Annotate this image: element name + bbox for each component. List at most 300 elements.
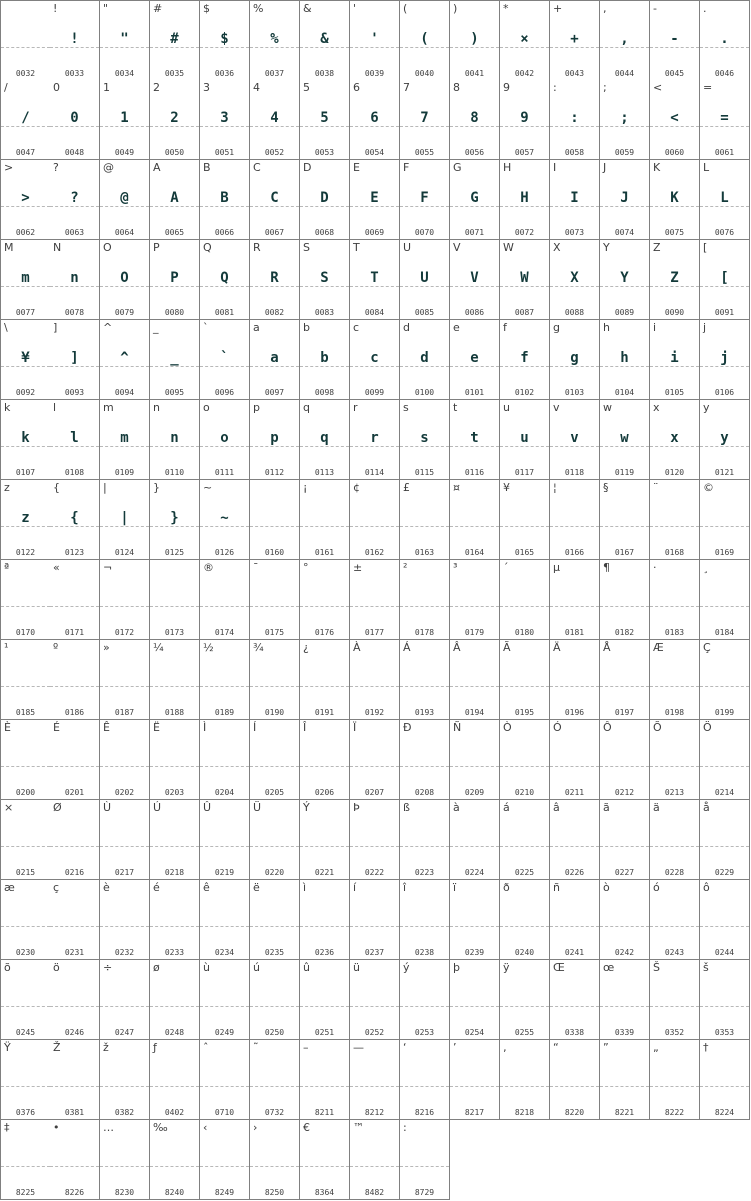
- char-code-label: 0073: [564, 228, 585, 237]
- font-glyph-sample: r: [370, 430, 379, 446]
- glyph-cell: [350, 0, 400, 81]
- reference-character: •: [53, 1121, 60, 1134]
- reference-character: ¼: [153, 641, 164, 654]
- baseline-guide: [450, 606, 499, 607]
- font-glyph-sample: t: [470, 430, 479, 446]
- glyph-cell: [700, 720, 750, 800]
- baseline-guide: [150, 206, 199, 207]
- baseline-guide: [150, 286, 199, 287]
- font-glyph-sample: A: [170, 190, 179, 206]
- baseline-guide: [400, 1166, 449, 1167]
- glyph-cell: [650, 560, 700, 640]
- baseline-guide: [1, 606, 50, 607]
- char-code-label: 0069: [364, 228, 385, 237]
- baseline-guide: [300, 926, 349, 927]
- char-code-label: 0059: [614, 148, 635, 157]
- glyph-cell: [700, 80, 750, 160]
- char-code-label: 0095: [164, 388, 185, 397]
- reference-character: ç: [53, 881, 60, 894]
- baseline-guide: [200, 126, 249, 127]
- char-code-label: 0065: [164, 228, 185, 237]
- baseline-guide: [700, 606, 749, 607]
- char-code-label: 0241: [564, 948, 585, 957]
- glyph-cell: [600, 320, 650, 400]
- reference-character: h: [603, 321, 610, 334]
- char-code-label: 0180: [514, 628, 535, 637]
- reference-character: t: [453, 401, 458, 414]
- font-glyph-sample: 0: [70, 110, 79, 126]
- reference-character: s: [403, 401, 409, 414]
- reference-character: C: [253, 161, 261, 174]
- glyph-cell: [450, 0, 500, 81]
- baseline-guide: [250, 606, 299, 607]
- baseline-guide: [1, 446, 50, 447]
- baseline-guide: [500, 446, 549, 447]
- baseline-guide: [200, 766, 249, 767]
- char-code-label: 0070: [414, 228, 435, 237]
- char-code-label: 0176: [314, 628, 335, 637]
- glyph-cell: [500, 640, 550, 720]
- glyph-cell: [600, 480, 650, 560]
- reference-character: ‡: [4, 1121, 10, 1134]
- glyph-cell: [250, 400, 300, 480]
- char-code-label: 0100: [414, 388, 435, 397]
- glyph-cell: [700, 240, 750, 320]
- reference-character: ¥: [503, 481, 510, 494]
- reference-character: I: [553, 161, 557, 174]
- baseline-guide: [200, 206, 249, 207]
- char-code-label: 0186: [64, 708, 85, 717]
- baseline-guide: [600, 526, 649, 527]
- glyph-cell: [300, 640, 350, 720]
- reference-character: ": [103, 2, 109, 15]
- reference-character: }: [153, 481, 160, 494]
- char-code-label: 0064: [114, 228, 135, 237]
- char-code-label: 0099: [364, 388, 385, 397]
- char-code-label: 0239: [464, 948, 485, 957]
- char-code-label: 0189: [214, 708, 235, 717]
- char-code-label: 0381: [64, 1108, 85, 1117]
- glyph-cell: [600, 800, 650, 880]
- baseline-guide: [200, 47, 249, 48]
- reference-character: ä: [653, 801, 660, 814]
- glyph-cell: [550, 240, 600, 320]
- char-code-label: 0037: [264, 69, 285, 78]
- reference-character: Y: [603, 241, 610, 254]
- char-code-label: 0191: [314, 708, 335, 717]
- font-glyph-sample: =: [720, 110, 729, 126]
- char-code-label: 0114: [364, 468, 385, 477]
- char-code-label: 0094: [114, 388, 135, 397]
- reference-character: e: [453, 321, 460, 334]
- glyph-cell: [0, 560, 51, 640]
- font-glyph-sample: F: [420, 190, 429, 206]
- reference-character: -: [653, 2, 657, 15]
- reference-character: –: [303, 1041, 309, 1054]
- baseline-guide: [200, 446, 249, 447]
- glyph-cell: [0, 160, 51, 240]
- baseline-guide: [250, 1086, 299, 1087]
- glyph-cell: [100, 480, 150, 560]
- baseline-guide: [500, 206, 549, 207]
- reference-character: Þ: [353, 801, 360, 814]
- baseline-guide: [200, 1166, 249, 1167]
- glyph-cell: [250, 880, 300, 960]
- baseline-guide: [100, 1166, 149, 1167]
- glyph-cell: [50, 320, 100, 400]
- glyph-cell: [0, 0, 51, 81]
- baseline-guide: [650, 846, 699, 847]
- font-glyph-sample: g: [570, 350, 579, 366]
- font-glyph-sample: W: [520, 270, 529, 286]
- baseline-guide: [400, 526, 449, 527]
- char-code-label: 0227: [614, 868, 635, 877]
- reference-character: ‹: [203, 1121, 208, 1134]
- reference-character: ô: [703, 881, 710, 894]
- reference-character: v: [553, 401, 560, 414]
- reference-character: Š: [653, 961, 660, 974]
- char-code-label: 0053: [314, 148, 335, 157]
- reference-character: ¤: [453, 481, 460, 494]
- reference-character: ´: [503, 561, 509, 574]
- reference-character: —: [353, 1041, 364, 1054]
- baseline-guide: [450, 286, 499, 287]
- baseline-guide: [350, 206, 399, 207]
- char-code-label: 0232: [114, 948, 135, 957]
- reference-character: #: [153, 2, 163, 15]
- reference-character: `: [203, 321, 209, 334]
- baseline-guide: [150, 47, 199, 48]
- char-code-label: 0163: [414, 548, 435, 557]
- reference-character: ‰: [153, 1121, 168, 1134]
- char-code-label: 0091: [714, 308, 735, 317]
- char-code-label: 0123: [64, 548, 85, 557]
- baseline-guide: [400, 366, 449, 367]
- font-glyph-sample: m: [21, 270, 30, 286]
- char-code-label: 0211: [564, 788, 585, 797]
- glyph-cell: [700, 400, 750, 480]
- reference-character: ª: [4, 561, 10, 574]
- glyph-cell: [400, 880, 450, 960]
- reference-character: ¾: [253, 641, 264, 654]
- baseline-guide: [400, 846, 449, 847]
- char-code-label: 0081: [214, 308, 235, 317]
- font-glyph-sample: }: [170, 510, 179, 526]
- baseline-guide: [150, 1166, 199, 1167]
- glyph-cell: [300, 480, 350, 560]
- reference-character: ï: [453, 881, 457, 894]
- baseline-guide: [50, 846, 99, 847]
- char-code-label: 0196: [564, 708, 585, 717]
- char-code-label: 0255: [514, 1028, 535, 1037]
- font-glyph-sample: x: [670, 430, 679, 446]
- glyph-cell: [350, 240, 400, 320]
- reference-character: Î: [303, 721, 307, 734]
- char-code-label: 8240: [164, 1188, 185, 1197]
- char-code-label: 0179: [464, 628, 485, 637]
- glyph-cell: [650, 720, 700, 800]
- reference-character: X: [553, 241, 561, 254]
- reference-character: J: [603, 161, 607, 174]
- baseline-guide: [500, 846, 549, 847]
- char-code-label: 0043: [564, 69, 585, 78]
- glyph-cell: [450, 720, 500, 800]
- baseline-guide: [200, 286, 249, 287]
- reference-character: Ä: [553, 641, 561, 654]
- baseline-guide: [600, 286, 649, 287]
- reference-character: È: [4, 721, 11, 734]
- baseline-guide: [300, 126, 349, 127]
- reference-character: ú: [253, 961, 260, 974]
- baseline-guide: [400, 606, 449, 607]
- glyph-cell: [250, 240, 300, 320]
- baseline-guide: [700, 686, 749, 687]
- baseline-guide: [600, 47, 649, 48]
- char-code-label: 8250: [264, 1188, 285, 1197]
- glyph-cell: [200, 1040, 250, 1120]
- char-code-label: 0115: [414, 468, 435, 477]
- glyph-cell: [400, 160, 450, 240]
- glyph-cell: [700, 800, 750, 880]
- char-code-label: 0248: [164, 1028, 185, 1037]
- reference-character: 9: [503, 81, 510, 94]
- reference-character: H: [503, 161, 512, 174]
- reference-character: Q: [203, 241, 212, 254]
- font-glyph-sample: ;: [620, 110, 629, 126]
- glyph-cell: [350, 320, 400, 400]
- glyph-cell: [400, 640, 450, 720]
- reference-character: >: [4, 161, 14, 174]
- glyph-cell: [150, 0, 200, 81]
- font-glyph-sample: ": [120, 31, 129, 47]
- reference-character: [: [703, 241, 708, 254]
- char-code-label: 0033: [64, 69, 85, 78]
- reference-character: ½: [203, 641, 214, 654]
- baseline-guide: [300, 47, 349, 48]
- baseline-guide: [300, 366, 349, 367]
- reference-character: Ì: [203, 721, 207, 734]
- char-code-label: 0125: [164, 548, 185, 557]
- baseline-guide: [150, 1006, 199, 1007]
- char-code-label: 0041: [464, 69, 485, 78]
- char-code-label: 0215: [15, 868, 36, 877]
- char-code-label: 0240: [514, 948, 535, 957]
- reference-character: K: [653, 161, 661, 174]
- char-code-label: 0205: [264, 788, 285, 797]
- char-code-label: 0038: [314, 69, 335, 78]
- glyph-cell: [50, 960, 100, 1040]
- baseline-guide: [650, 286, 699, 287]
- glyph-cell: [650, 1040, 700, 1120]
- char-code-label: 8226: [64, 1188, 85, 1197]
- baseline-guide: [650, 686, 699, 687]
- baseline-guide: [250, 766, 299, 767]
- reference-character: ': [353, 2, 357, 15]
- glyph-cell: [300, 160, 350, 240]
- font-glyph-sample: J: [620, 190, 629, 206]
- reference-character: Ö: [703, 721, 712, 734]
- char-code-label: 0089: [614, 308, 635, 317]
- glyph-cell: [700, 320, 750, 400]
- baseline-guide: [550, 846, 599, 847]
- baseline-guide: [250, 47, 299, 48]
- font-glyph-sample: B: [220, 190, 229, 206]
- char-code-label: 0217: [114, 868, 135, 877]
- reference-character: w: [603, 401, 612, 414]
- glyph-cell: [350, 1040, 400, 1120]
- char-code-label: 0200: [15, 788, 36, 797]
- baseline-guide: [550, 286, 599, 287]
- glyph-cell: [650, 240, 700, 320]
- char-code-label: 0229: [714, 868, 735, 877]
- glyph-cell: [350, 960, 400, 1040]
- baseline-guide: [100, 926, 149, 927]
- glyph-cell: [100, 880, 150, 960]
- baseline-guide: [450, 446, 499, 447]
- baseline-guide: [500, 1086, 549, 1087]
- baseline-guide: [150, 606, 199, 607]
- reference-character: Ù: [103, 801, 112, 814]
- glyph-cell: [50, 1040, 100, 1120]
- glyph-cell: [550, 880, 600, 960]
- font-glyph-sample: ^: [120, 350, 129, 366]
- char-code-label: 0063: [64, 228, 85, 237]
- reference-character: æ: [4, 881, 15, 894]
- reference-character: à: [453, 801, 460, 814]
- char-code-label: 0120: [664, 468, 685, 477]
- glyph-cell: [450, 960, 500, 1040]
- glyph-cell: [550, 320, 600, 400]
- baseline-guide: [350, 446, 399, 447]
- baseline-guide: [550, 1006, 599, 1007]
- font-glyph-sample: <: [670, 110, 679, 126]
- font-glyph-sample: Z: [670, 270, 679, 286]
- baseline-guide: [400, 286, 449, 287]
- reference-character: †: [703, 1041, 709, 1054]
- reference-character: 2: [153, 81, 160, 94]
- baseline-guide: [200, 1086, 249, 1087]
- reference-character: Û: [203, 801, 212, 814]
- baseline-guide: [100, 846, 149, 847]
- reference-character: +: [553, 2, 563, 15]
- char-code-label: 0183: [664, 628, 685, 637]
- char-code-label: 0077: [15, 308, 36, 317]
- font-glyph-sample: ¥: [21, 350, 30, 366]
- reference-character: ™: [353, 1121, 364, 1134]
- char-code-label: 0121: [714, 468, 735, 477]
- glyph-cell: [300, 400, 350, 480]
- reference-character: Ú: [153, 801, 162, 814]
- char-code-label: 0178: [414, 628, 435, 637]
- font-glyph-sample: S: [320, 270, 329, 286]
- reference-character: L: [703, 161, 710, 174]
- char-code-label: 0166: [564, 548, 585, 557]
- baseline-guide: [600, 606, 649, 607]
- glyph-cell: [200, 400, 250, 480]
- glyph-cell: [150, 880, 200, 960]
- baseline-guide: [600, 366, 649, 367]
- baseline-guide: [1, 526, 50, 527]
- font-glyph-sample: [: [720, 270, 729, 286]
- reference-character: ~: [203, 481, 213, 494]
- char-code-label: 0171: [64, 628, 85, 637]
- char-code-label: 0219: [214, 868, 235, 877]
- baseline-guide: [550, 606, 599, 607]
- baseline-guide: [650, 206, 699, 207]
- baseline-guide: [350, 606, 399, 607]
- baseline-guide: [300, 446, 349, 447]
- glyph-cell: [250, 1040, 300, 1120]
- baseline-guide: [50, 206, 99, 207]
- baseline-guide: [550, 446, 599, 447]
- reference-character: p: [253, 401, 260, 414]
- char-code-label: 0185: [15, 708, 36, 717]
- baseline-guide: [200, 846, 249, 847]
- char-code-label: 0245: [15, 1028, 36, 1037]
- char-code-label: 0119: [614, 468, 635, 477]
- char-code-label: 0040: [414, 69, 435, 78]
- baseline-guide: [650, 1086, 699, 1087]
- reference-character: ì: [303, 881, 307, 894]
- glyph-cell: [600, 400, 650, 480]
- char-code-label: 0090: [664, 308, 685, 317]
- glyph-cell: [600, 240, 650, 320]
- char-code-label: 0251: [314, 1028, 335, 1037]
- baseline-guide: [700, 1006, 749, 1007]
- reference-character: ˜: [253, 1041, 259, 1054]
- char-code-label: 0254: [464, 1028, 485, 1037]
- reference-character: Œ: [553, 961, 565, 974]
- reference-character: ˆ: [203, 1041, 209, 1054]
- glyph-cell: [650, 400, 700, 480]
- font-glyph-sample: 1: [120, 110, 129, 126]
- glyph-cell: [150, 1120, 200, 1200]
- font-glyph-sample: K: [670, 190, 679, 206]
- char-code-label: 0066: [214, 228, 235, 237]
- glyph-cell: [300, 1120, 350, 1200]
- glyph-cell: [200, 720, 250, 800]
- glyph-cell: [400, 400, 450, 480]
- font-glyph-sample: n: [170, 430, 179, 446]
- font-glyph-sample: l: [70, 430, 79, 446]
- char-code-label: 0080: [164, 308, 185, 317]
- char-code-label: 0198: [664, 708, 685, 717]
- font-glyph-sample: {: [70, 510, 79, 526]
- font-glyph-sample: `: [220, 350, 229, 366]
- glyph-cell: [300, 960, 350, 1040]
- baseline-guide: [650, 47, 699, 48]
- baseline-guide: [100, 446, 149, 447]
- char-code-label: 0088: [564, 308, 585, 317]
- char-code-label: 8224: [714, 1108, 735, 1117]
- char-code-label: 0107: [15, 468, 36, 477]
- baseline-guide: [700, 926, 749, 927]
- baseline-guide: [600, 686, 649, 687]
- font-glyph-sample: Q: [220, 270, 229, 286]
- glyph-cell: [550, 80, 600, 160]
- glyph-cell: [150, 80, 200, 160]
- glyph-cell: [250, 480, 300, 560]
- baseline-guide: [650, 446, 699, 447]
- baseline-guide: [1, 846, 50, 847]
- glyph-cell: [50, 720, 100, 800]
- reference-character: Ç: [703, 641, 711, 654]
- baseline-guide: [100, 686, 149, 687]
- char-code-label: 0060: [664, 148, 685, 157]
- baseline-guide: [1, 926, 50, 927]
- char-code-label: 0338: [564, 1028, 585, 1037]
- glyph-cell: [300, 320, 350, 400]
